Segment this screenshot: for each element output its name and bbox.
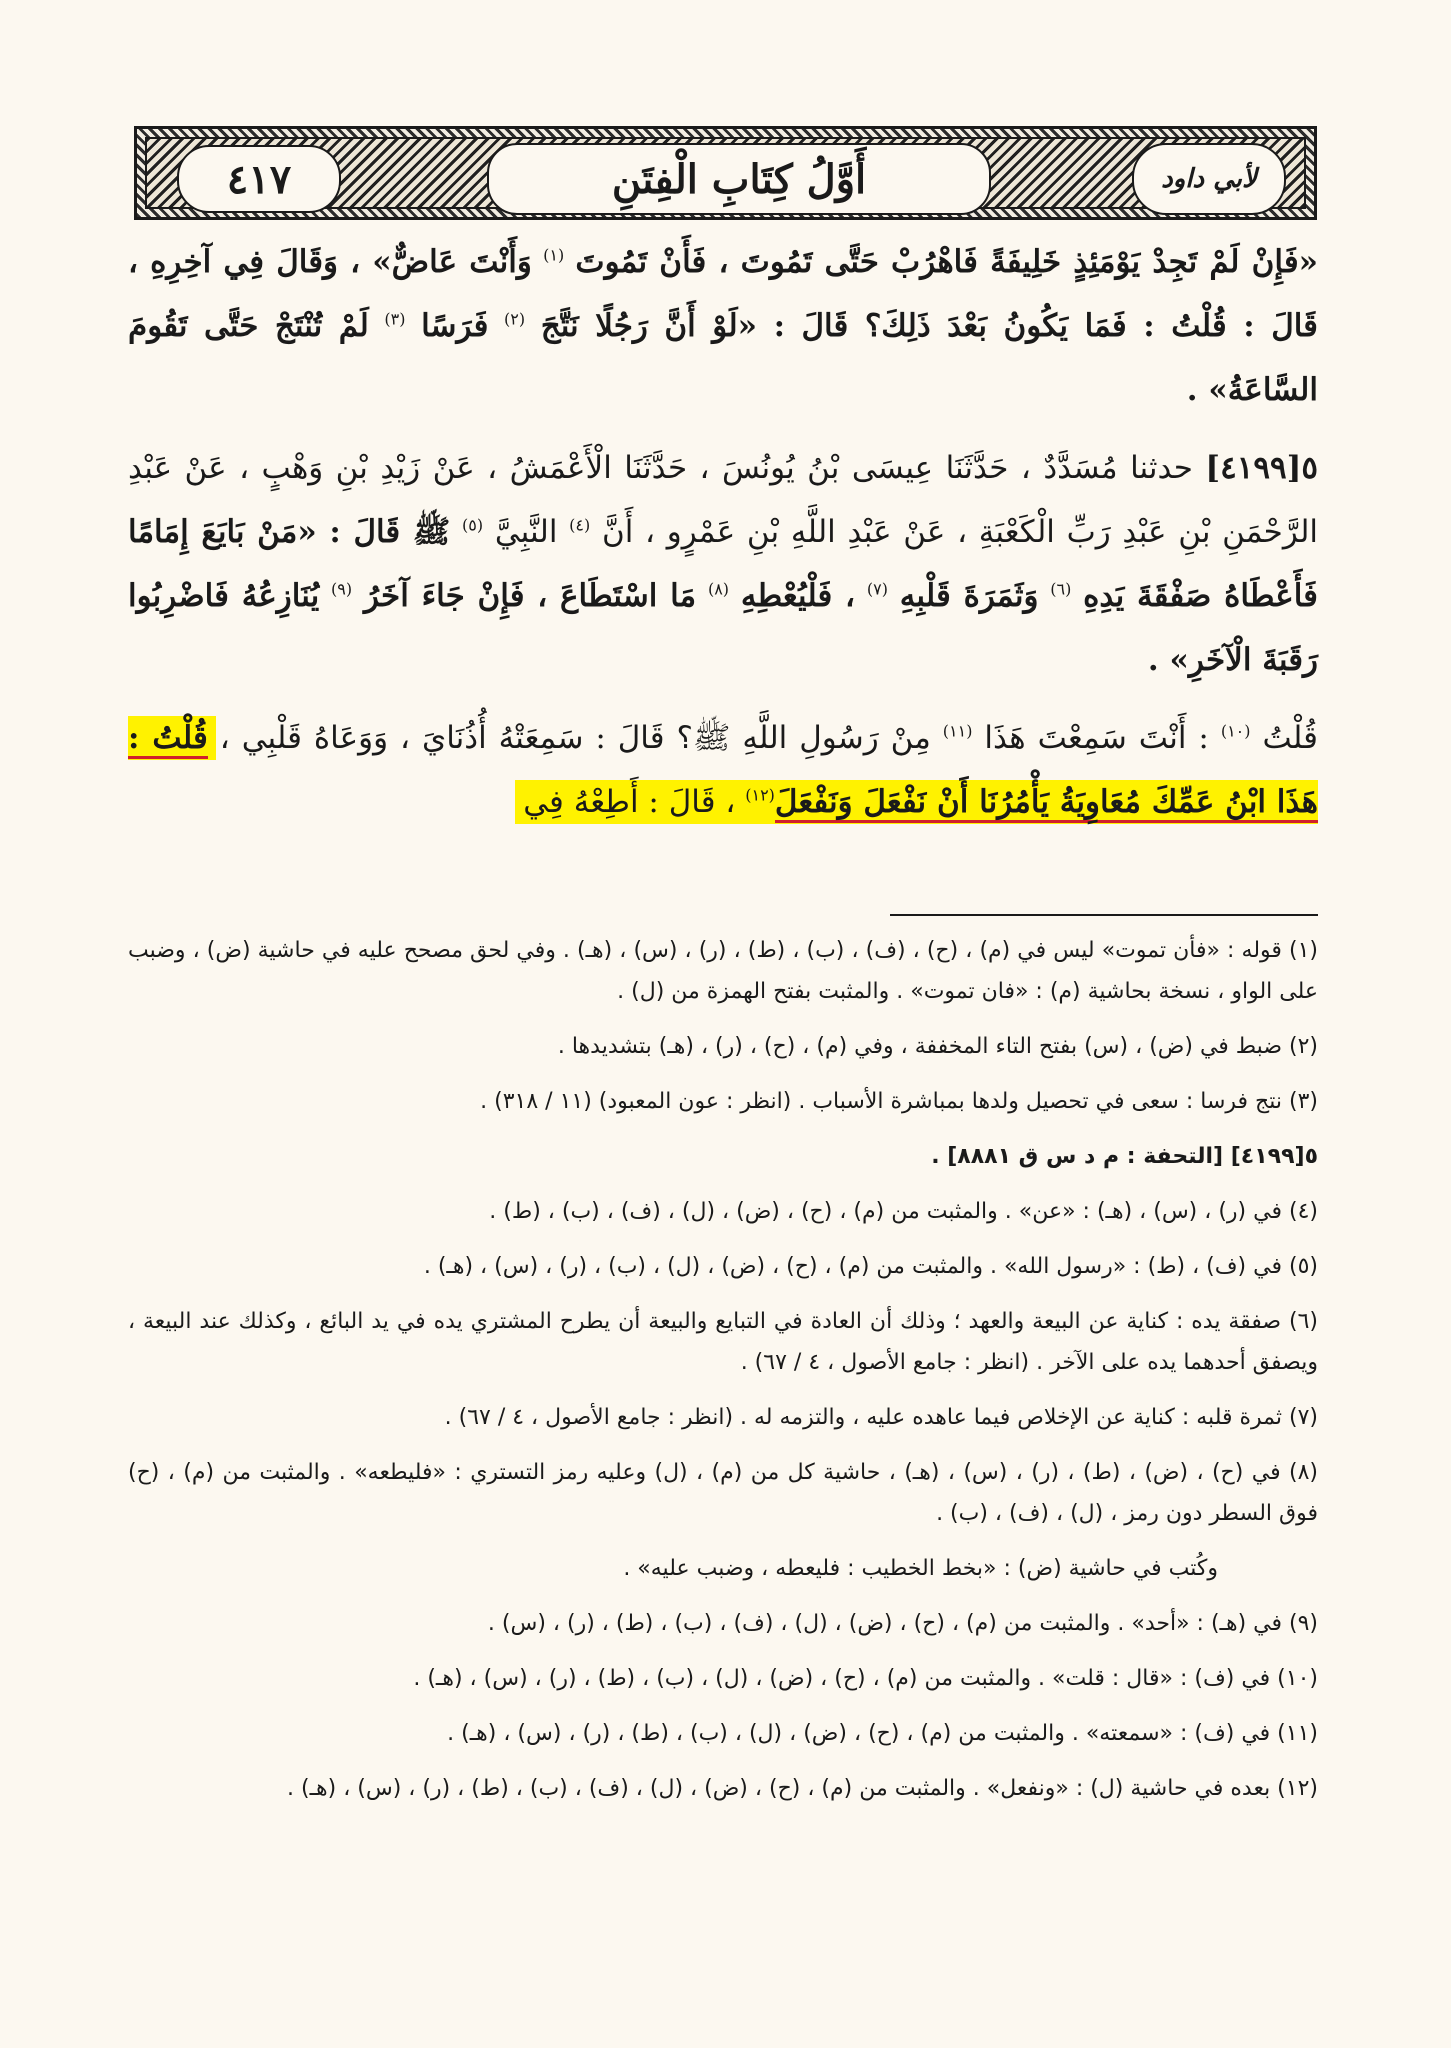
footnote-ref[interactable]: (٦) [1050,579,1072,599]
text-segment: لَمْ تُنْتَجْ حَتَّى تَقُومَ السَّاعَةُ» . [128,308,1318,408]
footnote-ref[interactable]: (٣) [384,309,406,329]
footnote-1: (١) قوله : «فأن تموت» ليس في (م) ، (ح) ، (ف) ، (ب) ، (ط) ، (ر) ، (س) ، (هـ) . وفي لحق مصحح عليه في حاشية (ض) ، وضبب على الواو ، نسخة بحاشية (م) : «فان تموت» . والمثبت بفتح الهمزة من (ل) . [128,938,1318,1004]
footnote-ref[interactable]: (٩) [331,579,353,599]
page-number-cartouche [177,145,341,213]
text-segment: يُنَازِعُهُ فَاضْرِبُوا رَقَبَةَ الْآخَرِ» . [128,578,1318,678]
text-segment: ، قَالَ : أَطِعْهُ فِي [523,784,736,820]
footnote-10: (١٠) في (ف) : «قال : قلت» . والمثبت من (م) ، (ح) ، (ض) ، (ل) ، (ب) ، (ط) ، (ر) ، (س) ، (هـ) . [413,1666,1318,1691]
footnote-ref[interactable]: (١١) [942,721,973,741]
paragraph-1 [128,230,1318,422]
footnote-7: (٧) ثمرة قلبه : كناية عن الإخلاص فيما عاهده عليه ، والتزمه له . (انظر : جامع الأصول ، ٤ / ٦٧) . [444,1405,1318,1430]
hadith-number: ٥[٤١٩٩] [1205,450,1319,486]
text-segment: النَّبِيَّ [494,514,558,550]
footnote-12: (١٢) بعده في حاشية (ل) : «ونفعل» . والمثبت من (م) ، (ح) ، (ض) ، (ل) ، (ف) ، (ب) ، (ط) ، (ر) ، (س) ، (هـ) . [287,1776,1318,1801]
footnote-8-continuation: وكُتب في حاشية (ض) : «بخط الخطيب : فليعطه ، وضبب عليه» . [623,1556,1218,1581]
footnote-4: (٤) في (ر) ، (س) ، (هـ) : «عن» . والمثبت من (م) ، (ح) ، (ض) ، (ل) ، (ف) ، (ب) ، (ط) . [489,1199,1318,1224]
footnote-ref[interactable]: (٨) [707,579,730,599]
footnote-2: (٢) ضبط في (ض) ، (س) بفتح التاء المخففة ، وفي (م) ، (ح) ، (ر) ، (هـ) بتشديدها . [557,1034,1318,1059]
footnote-8: (٨) في (ح) ، (ض) ، (ط) ، (ر) ، (س) ، (هـ) ، حاشية كل من (م) ، (ل) وعليه رمز التستري : «فليطعه» . والمثبت من (م) ، (ح) فوق السطر دون رمز ، (ل) ، (ف) ، (ب) . [128,1460,1318,1526]
page-number: ٤١٧ [226,155,292,203]
paragraph-2 [128,436,1318,692]
book-logo-cartouche [1132,143,1286,215]
footnote-ref[interactable]: (٢) [504,309,526,329]
text-segment: قُلْتُ : هَذَا ابْنُ عَمِّكَ مُعَاوِيَةُ يَأْمُرُنَا أَنْ نَفْعَلَ وَنَفْعَلَ [128,720,1318,823]
text-segment: قُلْتُ [1262,720,1318,756]
footnote-5: (٥) في (ف) ، (ط) : «رسول الله» . والمثبت من (م) ، (ح) ، (ض) ، (ل) ، (ب) ، (ر) ، (س) ، (هـ) . [423,1254,1318,1279]
footnote-ref[interactable]: (٤) [569,515,591,535]
main-text [128,230,1318,848]
footnote-6: (٦) صفقة يده : كناية عن البيعة والعهد ؛ وذلك أن العادة في التبايع والبيعة أن يطرح المشتري يده في يد البائع ، وكذلك عند البيعة ، ويصفق أحدهما يده على الآخر . (انظر : جامع الأصول ، ٤ / ٦٧) . [128,1309,1318,1375]
book-logo: لأبي داود [1161,164,1257,194]
footnote-ref[interactable]: (٥) [462,515,484,535]
footnote-9: (٩) في (هـ) : «أحد» . والمثبت من (م) ، (ح) ، (ض) ، (ل) ، (ف) ، (ب) ، (ط) ، (ر) ، (س) . [487,1611,1318,1636]
text-segment: حدثنا مُسَدَّدٌ ، حَدَّثَنَا عِيسَى بْنُ يُونُسَ ، حَدَّثَنَا الْأَعْمَشُ ، عَنْ زَيْدِ بْنِ وَهْبٍ ، عَنْ عَبْدِ الرَّحْمَنِ بْنِ عَبْدِ رَبِّ الْكَعْبَةِ ، عَنْ عَبْدِ اللَّهِ بْنِ عَمْرٍو ، أَنَّ [128,450,1319,550]
footnote-ref[interactable]: (٧) [866,579,888,599]
page-header [134,126,1317,220]
header-ornament [145,137,1306,209]
text-segment: ، فَلْيُعْطِهِ [740,578,856,614]
text-segment: مَا اسْتَطَاعَ ، فَإِنْ جَاءَ آخَرُ [363,578,697,614]
footnote-ref[interactable]: (١) [543,245,565,265]
text-segment: : أَنْتَ سَمِعْتَ هَذَا [984,720,1209,756]
section-title-cartouche [487,143,991,215]
footnote-tuhfa: ٥[٤١٩٩] [التحفة : م د س ق ٨٨٨١] . [931,1144,1318,1169]
footnotes [128,930,1318,1823]
text-segment: مِنْ رَسُولِ اللَّهِ ﷺ؟ قَالَ : سَمِعَتْهُ أُذُنَايَ ، وَوَعَاهُ قَلْبِي ، [219,720,931,756]
text-segment: وَثَمَرَةَ قَلْبِهِ [899,578,1039,614]
text-segment: «فَإِنْ لَمْ تَجِدْ يَوْمَئِذٍ خَلِيفَةً فَاهْرُبْ حَتَّى تَمُوتَ ، فَأَنْ تَمُوتَ [575,244,1319,280]
text-segment: فَرَسًا [421,308,489,344]
footnote-divider [890,914,1318,916]
footnote-3: (٣) نتج فرسا : سعى في تحصيل ولدها بمباشرة الأسباب . (انظر : عون المعبود) (١١ / ٣١٨) . [480,1089,1318,1114]
footnote-ref[interactable]: (١٢) [745,785,775,805]
text-segment: ﷺ قَالَ : «مَنْ بَايَعَ إِمَامًا فَأَعْطَاهُ صَفْقَةَ يَدِهِ [128,514,1318,614]
footnote-ref[interactable]: (١٠) [1220,721,1251,741]
paragraph-3 [128,706,1318,834]
section-title: أَوَّلُ كِتَابِ الْفِتَنِ [611,155,867,203]
footnote-11: (١١) في (ف) : «سمعته» . والمثبت من (م) ، (ح) ، (ض) ، (ل) ، (ب) ، (ط) ، (ر) ، (س) ، (هـ) . [447,1721,1318,1746]
text-segment: وَأَنْتَ عَاضٌّ» ، وَقَالَ فِي آخِرِهِ ، قَالَ : قُلْتُ : فَمَا يَكُونُ بَعْدَ ذَلِكَ؟ قَالَ : «لَوْ أَنَّ رَجُلًا نَتَّجَ [128,244,1318,344]
